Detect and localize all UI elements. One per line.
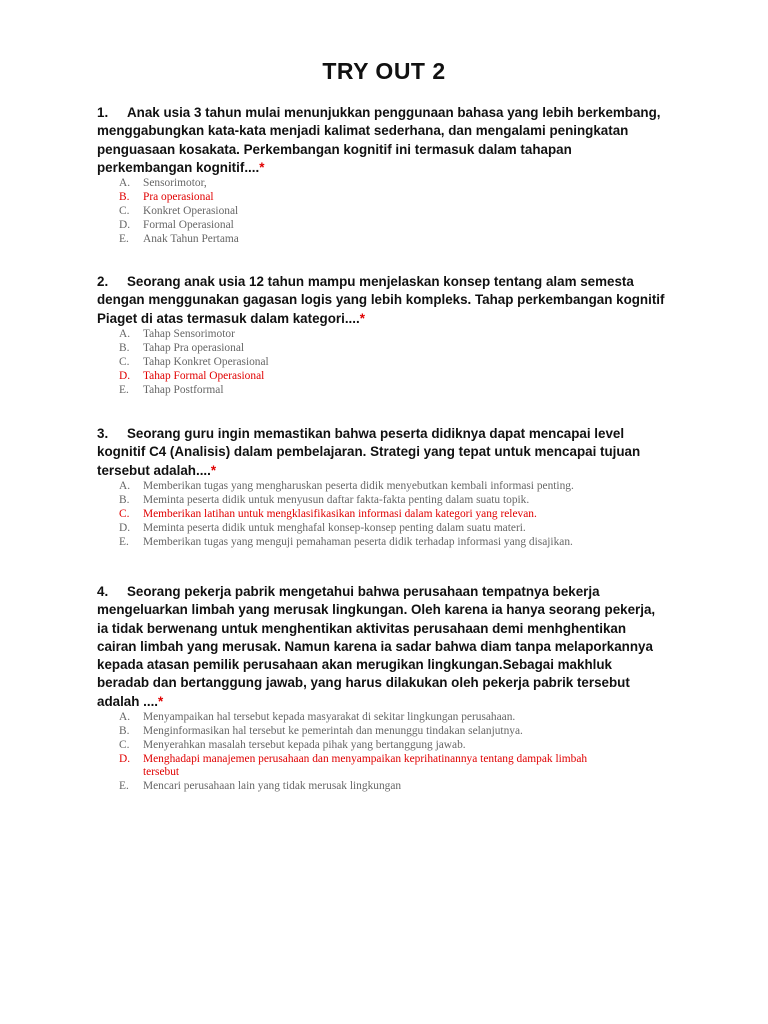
question-2 [0, 273, 768, 398]
answer-option[interactable] [119, 219, 768, 232]
option-text: Meminta peserta didik untuk menyusun daftar fakta-fakta penting dalam suatu topik. [143, 493, 530, 506]
answer-option[interactable] [119, 177, 768, 190]
option-letter: D. [119, 369, 131, 382]
question-stem: Seorang guru ingin memastikan bahwa peserta didiknya dapat mencapai level kognitif C4 (Analisis) dalam pembelajaran. Strategi yang tepat untuk mencapai tujuan tersebut adalah.... [97, 426, 641, 478]
answer-option[interactable] [119, 342, 768, 355]
answer-option[interactable] [119, 356, 768, 369]
option-text: Menyerahkan masalah tersebut kepada pihak yang bertanggung jawab. [143, 739, 466, 752]
answer-option[interactable] [119, 480, 768, 493]
required-star: * [359, 310, 365, 326]
option-letter: E. [119, 383, 129, 396]
option-letter: B. [119, 725, 130, 738]
answer-option[interactable] [119, 508, 768, 521]
option-text: Memberikan tugas yang mengharuskan peserta didik menyebutkan kembali informasi penting. [143, 479, 574, 492]
question-text [97, 583, 665, 711]
option-list [0, 328, 768, 397]
answer-option[interactable] [119, 494, 768, 507]
question-4 [0, 583, 768, 794]
option-text: Mencari perusahaan lain yang tidak merusak lingkungan [143, 779, 402, 792]
question-3 [0, 425, 768, 550]
option-letter: A. [119, 711, 131, 724]
answer-option[interactable] [119, 753, 768, 779]
question-stem: Seorang anak usia 12 tahun mampu menjelaskan konsep tentang alam semesta dengan menggunakan gagasan logis yang lebih kompleks. Tahap perkembangan kognitif Piaget di atas termasuk dalam kategori.... [97, 274, 665, 326]
option-letter: D. [119, 219, 131, 232]
answer-option[interactable] [119, 384, 768, 397]
option-list [0, 711, 768, 793]
option-text: Sensorimotor, [143, 177, 207, 190]
question-stem: Seorang pekerja pabrik mengetahui bahwa perusahaan tempatnya bekerja mengeluarkan limbah yang merusak lingkungan. Oleh karena ia hanya seorang pekerja, ia tidak berwenang untuk menghentikan aktivitas perusahaan demi menhghentikan cairan limbah yang merusak. Namun karena ia sadar bahwa diam tanpa melaporkannya kepada atasan pemilik perusahaan akan merugikan lingkungan.Sebagai makhluk beradab dan bertanggung jawab, yang harus dilakukan oleh pekerja pabrik tersebut adalah .... [97, 584, 656, 709]
answer-option[interactable] [119, 739, 768, 752]
option-letter: D. [119, 753, 131, 766]
option-letter: E. [119, 779, 129, 792]
option-letter: A. [119, 327, 131, 340]
option-text: Menyampaikan hal tersebut kepada masyarakat di sekitar lingkungan perusahaan. [143, 711, 516, 724]
option-letter: B. [119, 341, 130, 354]
option-letter: B. [119, 191, 130, 204]
option-letter: B. [119, 493, 130, 506]
option-letter: C. [119, 205, 130, 218]
answer-option[interactable] [119, 370, 768, 383]
question-1 [0, 104, 768, 247]
question-text [97, 273, 665, 328]
answer-option[interactable] [119, 780, 768, 793]
question-number: 4. [97, 584, 109, 599]
question-text [97, 425, 665, 480]
option-text: Menghadapi manajemen perusahaan dan menyampaikan keprihatinannya tentang dampak limbah tersebut [143, 753, 588, 778]
question-number: 1. [97, 105, 109, 120]
option-letter: A. [119, 479, 131, 492]
option-text: Tahap Pra operasional [143, 341, 245, 354]
option-letter: E. [119, 535, 129, 548]
option-letter: C. [119, 507, 130, 520]
question-stem: Anak usia 3 tahun mulai menunjukkan penggunaan bahasa yang lebih berkembang, menggabungkan kata-kata menjadi kalimat sederhana, dan mengalami peningkatan penguasaan kosakata. Perkembangan kognitif ini termasuk dalam tahapan perkembangan kognitif.... [97, 105, 661, 175]
required-star: * [210, 462, 217, 478]
option-text: Anak Tahun Pertama [143, 233, 239, 246]
option-letter: D. [119, 521, 131, 534]
option-letter: C. [119, 355, 130, 368]
question-number: 2. [97, 274, 109, 289]
answer-option[interactable] [119, 233, 768, 246]
option-letter: A. [119, 177, 131, 190]
option-text: Memberikan tugas yang menguji pemahaman peserta didik terhadap informasi yang disajikan. [143, 535, 573, 548]
question-text [97, 104, 665, 177]
answer-option[interactable] [119, 205, 768, 218]
answer-option[interactable] [119, 522, 768, 535]
required-star: * [158, 693, 164, 709]
option-text: Menginformasikan hal tersebut ke pemerintah dan menunggu tindakan selanjutnya. [143, 725, 523, 738]
answer-option[interactable] [119, 536, 768, 549]
option-text: Memberikan latihan untuk mengklasifikasikan informasi dalam kategori yang relevan. [143, 507, 537, 520]
option-list [0, 480, 768, 549]
option-text: Tahap Postformal [143, 383, 224, 396]
answer-option[interactable] [119, 191, 768, 204]
required-star: * [259, 159, 265, 175]
option-text: Tahap Konkret Operasional [143, 355, 269, 368]
answer-option[interactable] [119, 328, 768, 341]
answer-option[interactable] [119, 725, 768, 738]
option-letter: E. [119, 233, 129, 246]
option-text: Meminta peserta didik untuk menghafal konsep-konsep penting dalam suatu materi. [143, 521, 526, 534]
option-text: Tahap Sensorimotor [143, 327, 235, 340]
page-title: TRY OUT 2 [322, 58, 446, 84]
answer-option[interactable] [119, 711, 768, 724]
option-list [0, 177, 768, 246]
option-text: Pra operasional [143, 191, 214, 204]
option-text: Konkret Operasional [143, 205, 239, 218]
option-text: Tahap Formal Operasional [143, 369, 265, 382]
question-number: 3. [97, 426, 109, 441]
option-letter: C. [119, 739, 130, 752]
option-text: Formal Operasional [143, 219, 234, 232]
